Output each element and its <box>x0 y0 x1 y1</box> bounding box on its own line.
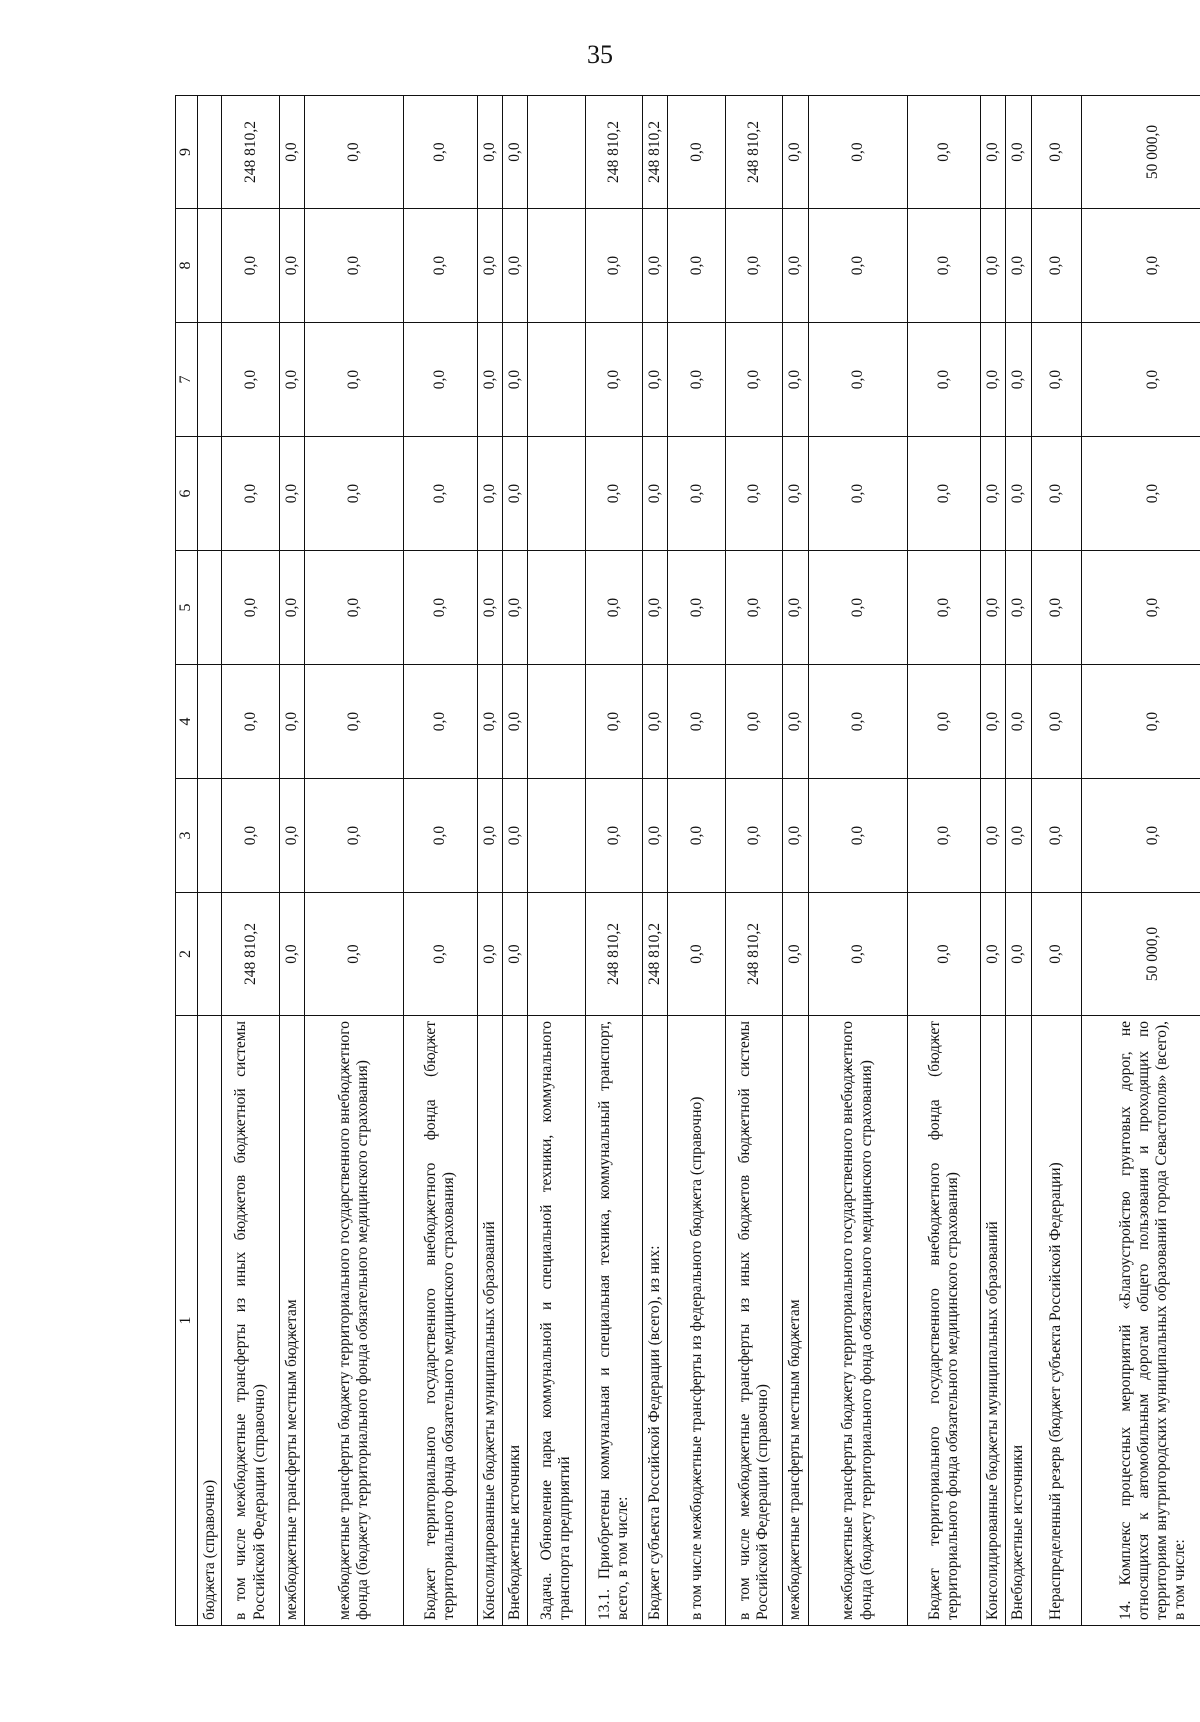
value-cell <box>528 323 585 437</box>
value-cell: 0,0 <box>585 665 642 779</box>
value-cell: 0,0 <box>222 551 279 665</box>
col-header: 5 <box>176 551 198 665</box>
value-cell: 0,0 <box>305 551 404 665</box>
table-row <box>643 96 668 1626</box>
table-row <box>725 96 782 1626</box>
value-cell: 0,0 <box>808 779 907 893</box>
col-header: 9 <box>176 96 198 209</box>
row-label: в том числе межбюджетные трансферты из иных бюджетов бюджетной системы Российской Федерации (справочно) <box>222 1016 279 1626</box>
row-label: 13.1. Приобретены коммунальная и специальная техника, коммунальный транспорт, всего, в том числе: <box>585 1016 642 1626</box>
table-row <box>305 96 404 1626</box>
value-cell: 0,0 <box>279 437 304 551</box>
value-cell <box>198 209 222 323</box>
value-cell: 0,0 <box>404 323 478 437</box>
row-label: Нераспределенный резерв (бюджет субъекта Российской Федерации) <box>1031 1016 1082 1626</box>
value-cell: 0,0 <box>222 665 279 779</box>
value-cell: 0,0 <box>1006 665 1031 779</box>
value-cell: 0,0 <box>981 665 1006 779</box>
value-cell: 0,0 <box>668 437 725 551</box>
value-cell: 0,0 <box>643 323 668 437</box>
value-cell: 0,0 <box>1031 323 1082 437</box>
value-cell: 0,0 <box>907 893 981 1016</box>
value-cell: 0,0 <box>907 665 981 779</box>
value-cell: 0,0 <box>305 96 404 209</box>
value-cell: 0,0 <box>981 323 1006 437</box>
row-label: Консолидированные бюджеты муниципальных образований <box>981 1016 1006 1626</box>
value-cell: 0,0 <box>279 779 304 893</box>
value-cell <box>528 893 585 1016</box>
value-cell: 0,0 <box>725 323 782 437</box>
value-cell: 0,0 <box>305 779 404 893</box>
table-body <box>198 96 1200 1626</box>
value-cell: 0,0 <box>1031 665 1082 779</box>
value-cell: 0,0 <box>279 209 304 323</box>
value-cell: 0,0 <box>808 665 907 779</box>
value-cell: 0,0 <box>502 551 527 665</box>
value-cell: 0,0 <box>404 893 478 1016</box>
value-cell: 0,0 <box>783 323 808 437</box>
table-row <box>907 96 981 1626</box>
value-cell: 0,0 <box>305 665 404 779</box>
table-row <box>585 96 642 1626</box>
value-cell: 0,0 <box>668 551 725 665</box>
value-cell: 248 810,2 <box>222 96 279 209</box>
value-cell <box>528 209 585 323</box>
value-cell: 0,0 <box>502 323 527 437</box>
value-cell: 248 810,2 <box>725 96 782 209</box>
value-cell: 0,0 <box>305 209 404 323</box>
page-number: 35 <box>587 40 613 69</box>
row-label: в том числе межбюджетные трансферты из федерального бюджета (справочно) <box>668 1016 725 1626</box>
table-row <box>198 96 222 1626</box>
row-label: межбюджетные трансферты бюджету территориального государственного внебюджетного фонда (бюджету территориального фонда обязательного медицинского страхования) <box>305 1016 404 1626</box>
value-cell: 0,0 <box>1082 323 1200 437</box>
value-cell: 0,0 <box>783 96 808 209</box>
row-label: Бюджет субъекта Российской Федерации (всего), из них: <box>643 1016 668 1626</box>
value-cell: 0,0 <box>808 209 907 323</box>
value-cell: 0,0 <box>477 323 502 437</box>
value-cell: 248 810,2 <box>585 96 642 209</box>
value-cell: 0,0 <box>1031 779 1082 893</box>
value-cell: 0,0 <box>585 551 642 665</box>
value-cell: 0,0 <box>502 665 527 779</box>
value-cell: 0,0 <box>305 893 404 1016</box>
value-cell: 0,0 <box>585 779 642 893</box>
value-cell: 0,0 <box>643 551 668 665</box>
header-row <box>176 96 198 1626</box>
value-cell: 0,0 <box>643 437 668 551</box>
value-cell: 0,0 <box>477 437 502 551</box>
table-row <box>981 96 1006 1626</box>
value-cell: 0,0 <box>1031 437 1082 551</box>
value-cell: 50 000,0 <box>1082 96 1200 209</box>
value-cell: 0,0 <box>279 323 304 437</box>
value-cell: 0,0 <box>1006 779 1031 893</box>
value-cell: 0,0 <box>404 665 478 779</box>
value-cell: 0,0 <box>1006 437 1031 551</box>
value-cell: 0,0 <box>981 437 1006 551</box>
value-cell <box>528 779 585 893</box>
table-row <box>404 96 478 1626</box>
value-cell: 0,0 <box>1031 551 1082 665</box>
col-header: 7 <box>176 323 198 437</box>
value-cell <box>198 779 222 893</box>
value-cell: 0,0 <box>404 779 478 893</box>
value-cell: 0,0 <box>1082 551 1200 665</box>
value-cell <box>528 96 585 209</box>
row-label: бюджета (справочно) <box>198 1016 222 1626</box>
table-row <box>222 96 279 1626</box>
table-row <box>668 96 725 1626</box>
table-row <box>808 96 907 1626</box>
col-header: 6 <box>176 437 198 551</box>
row-label: Консолидированные бюджеты муниципальных образований <box>477 1016 502 1626</box>
value-cell: 0,0 <box>668 209 725 323</box>
value-cell: 0,0 <box>783 893 808 1016</box>
value-cell: 0,0 <box>981 551 1006 665</box>
value-cell: 248 810,2 <box>222 893 279 1016</box>
value-cell: 0,0 <box>279 665 304 779</box>
value-cell <box>528 551 585 665</box>
row-label: межбюджетные трансферты местным бюджетам <box>783 1016 808 1626</box>
table-row <box>279 96 304 1626</box>
table-row <box>783 96 808 1626</box>
value-cell: 0,0 <box>907 437 981 551</box>
value-cell: 0,0 <box>477 893 502 1016</box>
value-cell: 0,0 <box>502 779 527 893</box>
row-label: Внебюджетные источники <box>502 1016 527 1626</box>
value-cell: 0,0 <box>222 323 279 437</box>
col-header: 3 <box>176 779 198 893</box>
value-cell: 0,0 <box>783 437 808 551</box>
value-cell: 0,0 <box>1006 893 1031 1016</box>
value-cell: 0,0 <box>725 209 782 323</box>
value-cell: 0,0 <box>404 209 478 323</box>
rotated-table-container <box>175 96 1200 1626</box>
value-cell: 0,0 <box>585 209 642 323</box>
rotated-table-frame <box>175 96 1200 1626</box>
value-cell: 0,0 <box>808 551 907 665</box>
value-cell: 0,0 <box>907 209 981 323</box>
value-cell: 0,0 <box>404 96 478 209</box>
value-cell: 0,0 <box>725 551 782 665</box>
value-cell: 0,0 <box>1031 893 1082 1016</box>
col-header: 4 <box>176 665 198 779</box>
value-cell: 50 000,0 <box>1082 893 1200 1016</box>
value-cell: 0,0 <box>783 779 808 893</box>
value-cell <box>198 323 222 437</box>
value-cell: 0,0 <box>1082 779 1200 893</box>
value-cell: 0,0 <box>477 209 502 323</box>
value-cell <box>198 551 222 665</box>
value-cell: 0,0 <box>1006 323 1031 437</box>
value-cell: 0,0 <box>404 551 478 665</box>
value-cell: 0,0 <box>1006 209 1031 323</box>
value-cell: 0,0 <box>222 209 279 323</box>
value-cell: 248 810,2 <box>725 893 782 1016</box>
value-cell: 0,0 <box>477 665 502 779</box>
value-cell: 0,0 <box>907 96 981 209</box>
value-cell: 0,0 <box>668 665 725 779</box>
value-cell: 0,0 <box>477 96 502 209</box>
col-header: 1 <box>176 1016 198 1626</box>
value-cell: 0,0 <box>783 209 808 323</box>
value-cell: 0,0 <box>502 209 527 323</box>
row-label: Бюджет территориального государственного внебюджетного фонда (бюджет территориального фонда обязательного медицинского страхования) <box>907 1016 981 1626</box>
value-cell: 0,0 <box>668 96 725 209</box>
value-cell: 0,0 <box>279 893 304 1016</box>
value-cell: 0,0 <box>668 779 725 893</box>
value-cell: 0,0 <box>725 665 782 779</box>
value-cell: 0,0 <box>643 665 668 779</box>
table-row <box>1082 96 1200 1626</box>
value-cell: 0,0 <box>668 323 725 437</box>
value-cell: 0,0 <box>477 551 502 665</box>
value-cell <box>528 437 585 551</box>
value-cell: 0,0 <box>305 437 404 551</box>
value-cell: 0,0 <box>981 96 1006 209</box>
table-row <box>1006 96 1031 1626</box>
value-cell: 0,0 <box>279 96 304 209</box>
value-cell: 0,0 <box>808 323 907 437</box>
value-cell: 0,0 <box>725 437 782 551</box>
col-header: 2 <box>176 893 198 1016</box>
value-cell: 0,0 <box>1031 96 1082 209</box>
value-cell: 0,0 <box>668 893 725 1016</box>
value-cell: 0,0 <box>279 551 304 665</box>
table-row <box>1031 96 1082 1626</box>
value-cell: 0,0 <box>222 437 279 551</box>
value-cell: 0,0 <box>222 779 279 893</box>
row-label: Бюджет территориального государственного внебюджетного фонда (бюджет территориального фонда обязательного медицинского страхования) <box>404 1016 478 1626</box>
value-cell: 0,0 <box>404 437 478 551</box>
value-cell: 0,0 <box>808 96 907 209</box>
value-cell <box>198 437 222 551</box>
value-cell: 0,0 <box>907 779 981 893</box>
value-cell: 0,0 <box>783 551 808 665</box>
value-cell: 0,0 <box>585 323 642 437</box>
row-label: Задача. Обновление парка коммунальной и специальной техники, коммунального транспорта предприятий <box>528 1016 585 1626</box>
value-cell <box>198 665 222 779</box>
value-cell: 0,0 <box>783 665 808 779</box>
value-cell: 0,0 <box>981 779 1006 893</box>
table-row <box>477 96 502 1626</box>
value-cell: 0,0 <box>725 779 782 893</box>
row-label: межбюджетные трансферты местным бюджетам <box>279 1016 304 1626</box>
value-cell <box>198 893 222 1016</box>
value-cell: 0,0 <box>1031 209 1082 323</box>
value-cell: 248 810,2 <box>643 96 668 209</box>
value-cell: 0,0 <box>502 96 527 209</box>
value-cell: 0,0 <box>808 893 907 1016</box>
value-cell: 0,0 <box>1082 209 1200 323</box>
value-cell: 0,0 <box>808 437 907 551</box>
row-label: 14. Комплекс процессных мероприятий «Благоустройство грунтовых дорог, не относящихся к автомобильным дорогам общего пользования и проходящих по территориям внутригородских муниципальных образований города Севастополя» (всего), в том числе: <box>1082 1016 1200 1626</box>
value-cell: 0,0 <box>981 209 1006 323</box>
value-cell <box>528 665 585 779</box>
value-cell: 0,0 <box>907 551 981 665</box>
row-label: в том числе межбюджетные трансферты из иных бюджетов бюджетной системы Российской Федерации (справочно) <box>725 1016 782 1626</box>
value-cell: 0,0 <box>1006 551 1031 665</box>
value-cell: 0,0 <box>1082 437 1200 551</box>
value-cell: 0,0 <box>585 437 642 551</box>
value-cell: 0,0 <box>1006 96 1031 209</box>
budget-table <box>175 95 1200 1626</box>
value-cell: 0,0 <box>305 323 404 437</box>
row-label: межбюджетные трансферты бюджету территориального государственного внебюджетного фонда (бюджету территориального фонда обязательного медицинского страхования) <box>808 1016 907 1626</box>
table-row <box>528 96 585 1626</box>
value-cell: 248 810,2 <box>585 893 642 1016</box>
value-cell: 0,0 <box>643 779 668 893</box>
value-cell: 0,0 <box>981 893 1006 1016</box>
value-cell: 0,0 <box>477 779 502 893</box>
value-cell: 248 810,2 <box>643 893 668 1016</box>
value-cell <box>198 96 222 209</box>
value-cell: 0,0 <box>502 893 527 1016</box>
col-header: 8 <box>176 209 198 323</box>
value-cell: 0,0 <box>643 209 668 323</box>
row-label: Внебюджетные источники <box>1006 1016 1031 1626</box>
table-row <box>502 96 527 1626</box>
value-cell: 0,0 <box>1082 665 1200 779</box>
value-cell: 0,0 <box>907 323 981 437</box>
value-cell: 0,0 <box>502 437 527 551</box>
